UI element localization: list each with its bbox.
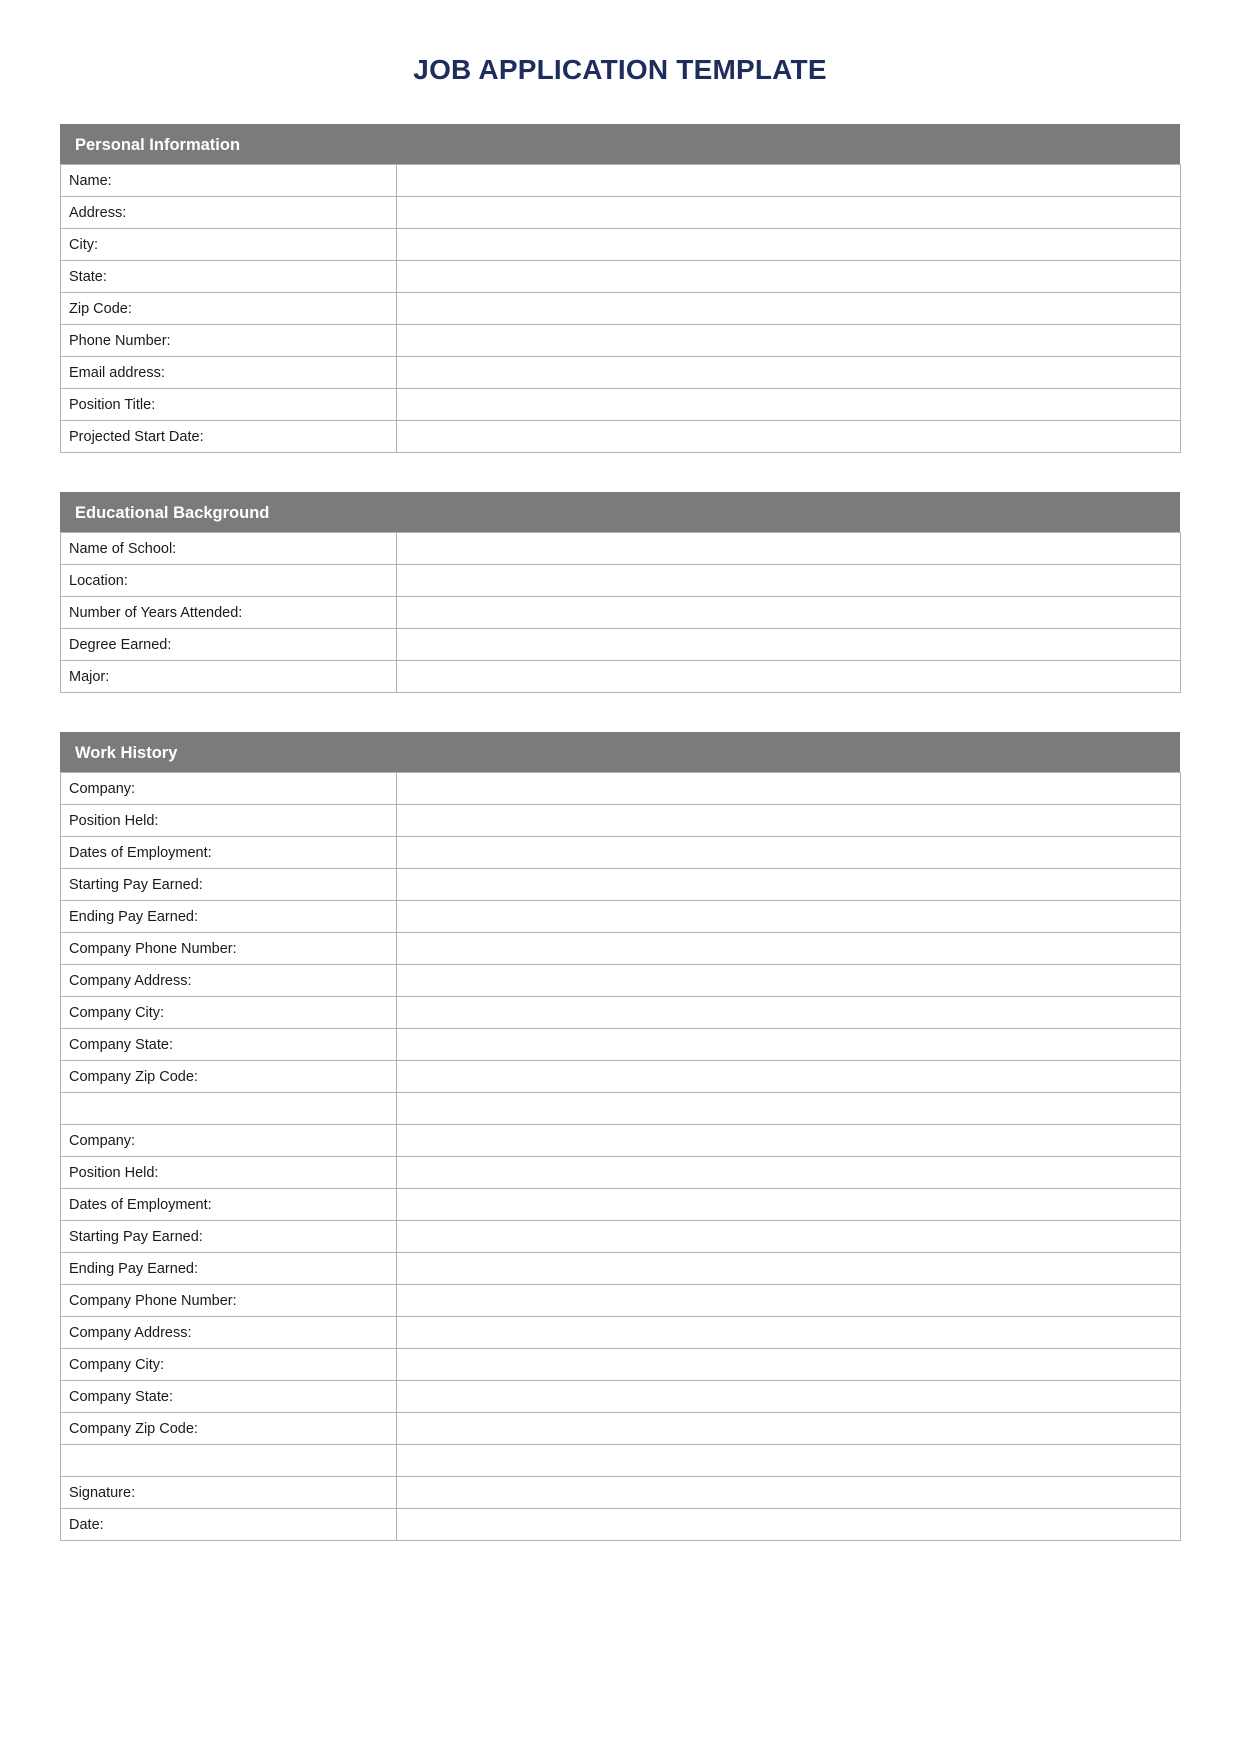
- field-value-cell[interactable]: [397, 1029, 1181, 1061]
- field-label: Name of School:: [61, 533, 397, 565]
- field-label: Signature:: [61, 1477, 397, 1509]
- personal-information-section: [60, 124, 1180, 453]
- form-row: [61, 533, 1181, 565]
- field-label: Company:: [61, 1125, 397, 1157]
- work-history-rows: [61, 773, 1181, 1541]
- field-value-cell[interactable]: [397, 965, 1181, 997]
- field-label: State:: [61, 261, 397, 293]
- field-label: Dates of Employment:: [61, 837, 397, 869]
- form-row: [61, 325, 1181, 357]
- field-value-cell[interactable]: [397, 421, 1181, 453]
- field-label: Name:: [61, 165, 397, 197]
- field-value-cell[interactable]: [397, 805, 1181, 837]
- field-label: Company Zip Code:: [61, 1061, 397, 1093]
- form-row: [61, 1317, 1181, 1349]
- field-value-cell[interactable]: [397, 357, 1181, 389]
- field-value-cell[interactable]: [397, 229, 1181, 261]
- field-label: Company Phone Number:: [61, 1285, 397, 1317]
- form-row: [61, 389, 1181, 421]
- field-value-cell[interactable]: [397, 1509, 1181, 1541]
- educational-background-table: [60, 532, 1181, 693]
- field-label: Company State:: [61, 1029, 397, 1061]
- field-value-cell[interactable]: [397, 1317, 1181, 1349]
- form-row: [61, 837, 1181, 869]
- form-row: [61, 1221, 1181, 1253]
- educational-background-header: Educational Background: [60, 492, 1180, 532]
- personal-information-rows: [61, 165, 1181, 453]
- field-value-cell[interactable]: [397, 293, 1181, 325]
- field-label: Number of Years Attended:: [61, 597, 397, 629]
- field-label: Starting Pay Earned:: [61, 1221, 397, 1253]
- field-value-cell[interactable]: [397, 1413, 1181, 1445]
- work-history-table: [60, 772, 1181, 1541]
- field-label: Company:: [61, 773, 397, 805]
- field-value-cell[interactable]: [397, 597, 1181, 629]
- field-value-cell[interactable]: [397, 1157, 1181, 1189]
- form-row: [61, 1285, 1181, 1317]
- form-row: [61, 1381, 1181, 1413]
- field-label: Address:: [61, 197, 397, 229]
- field-value-cell[interactable]: [397, 1125, 1181, 1157]
- spacer-row: [61, 1093, 1181, 1125]
- field-label: Major:: [61, 661, 397, 693]
- form-row: [61, 965, 1181, 997]
- form-row: [61, 1477, 1181, 1509]
- form-row: [61, 1349, 1181, 1381]
- field-value-cell[interactable]: [397, 869, 1181, 901]
- work-history-section: [60, 732, 1180, 1541]
- form-row: [61, 293, 1181, 325]
- form-row: [61, 869, 1181, 901]
- field-value-cell[interactable]: [397, 1285, 1181, 1317]
- field-value-cell[interactable]: [397, 533, 1181, 565]
- field-label: Position Title:: [61, 389, 397, 421]
- form-row: [61, 565, 1181, 597]
- spacer-cell: [397, 1093, 1181, 1125]
- field-label: Company Address:: [61, 1317, 397, 1349]
- field-label: Ending Pay Earned:: [61, 901, 397, 933]
- field-value-cell[interactable]: [397, 1253, 1181, 1285]
- field-label: Company State:: [61, 1381, 397, 1413]
- form-row: [61, 597, 1181, 629]
- form-row: [61, 357, 1181, 389]
- field-label: Company City:: [61, 997, 397, 1029]
- field-label: Company Zip Code:: [61, 1413, 397, 1445]
- form-row: [61, 1157, 1181, 1189]
- field-value-cell[interactable]: [397, 197, 1181, 229]
- form-row: [61, 1125, 1181, 1157]
- field-label: Location:: [61, 565, 397, 597]
- field-value-cell[interactable]: [397, 901, 1181, 933]
- educational-background-section: [60, 492, 1180, 693]
- field-label: City:: [61, 229, 397, 261]
- field-value-cell[interactable]: [397, 661, 1181, 693]
- form-row: [61, 1061, 1181, 1093]
- form-row: [61, 1189, 1181, 1221]
- field-value-cell[interactable]: [397, 325, 1181, 357]
- field-label: [61, 1445, 397, 1477]
- form-row: [61, 997, 1181, 1029]
- field-label: Company City:: [61, 1349, 397, 1381]
- field-label: Position Held:: [61, 1157, 397, 1189]
- form-row: [61, 197, 1181, 229]
- spacer-cell: [397, 1445, 1181, 1477]
- form-row: [61, 1029, 1181, 1061]
- form-row: [61, 901, 1181, 933]
- field-label: Position Held:: [61, 805, 397, 837]
- field-value-cell[interactable]: [397, 629, 1181, 661]
- form-row: [61, 261, 1181, 293]
- field-value-cell[interactable]: [397, 773, 1181, 805]
- form-row: [61, 805, 1181, 837]
- form-row: [61, 1509, 1181, 1541]
- field-label: Phone Number:: [61, 325, 397, 357]
- work-history-header: Work History: [60, 732, 1180, 772]
- field-label: Degree Earned:: [61, 629, 397, 661]
- field-label: Ending Pay Earned:: [61, 1253, 397, 1285]
- personal-information-header: Personal Information: [60, 124, 1180, 164]
- form-row: [61, 773, 1181, 805]
- form-row: [61, 165, 1181, 197]
- field-value-cell[interactable]: [397, 165, 1181, 197]
- field-label: Starting Pay Earned:: [61, 869, 397, 901]
- field-value-cell[interactable]: [397, 997, 1181, 1029]
- field-label: Dates of Employment:: [61, 1189, 397, 1221]
- field-label: Company Phone Number:: [61, 933, 397, 965]
- form-row: [61, 1413, 1181, 1445]
- spacer-row: [61, 1445, 1181, 1477]
- personal-information-table: [60, 164, 1181, 453]
- field-value-cell[interactable]: [397, 389, 1181, 421]
- field-label: Zip Code:: [61, 293, 397, 325]
- field-label: Date:: [61, 1509, 397, 1541]
- field-value-cell[interactable]: [397, 1221, 1181, 1253]
- field-value-cell[interactable]: [397, 837, 1181, 869]
- form-row: [61, 229, 1181, 261]
- form-row: [61, 1253, 1181, 1285]
- field-label: Projected Start Date:: [61, 421, 397, 453]
- field-value-cell[interactable]: [397, 565, 1181, 597]
- field-value-cell[interactable]: [397, 1061, 1181, 1093]
- educational-background-rows: [61, 533, 1181, 693]
- page-title: JOB APPLICATION TEMPLATE: [413, 54, 827, 85]
- field-value-cell[interactable]: [397, 261, 1181, 293]
- field-label: [61, 1093, 397, 1125]
- form-row: [61, 661, 1181, 693]
- field-label: Email address:: [61, 357, 397, 389]
- field-label: Company Address:: [61, 965, 397, 997]
- form-row: [61, 933, 1181, 965]
- field-value-cell[interactable]: [397, 1349, 1181, 1381]
- field-value-cell[interactable]: [397, 1381, 1181, 1413]
- form-row: [61, 629, 1181, 661]
- field-value-cell[interactable]: [397, 1477, 1181, 1509]
- form-row: [61, 421, 1181, 453]
- field-value-cell[interactable]: [397, 1189, 1181, 1221]
- field-value-cell[interactable]: [397, 933, 1181, 965]
